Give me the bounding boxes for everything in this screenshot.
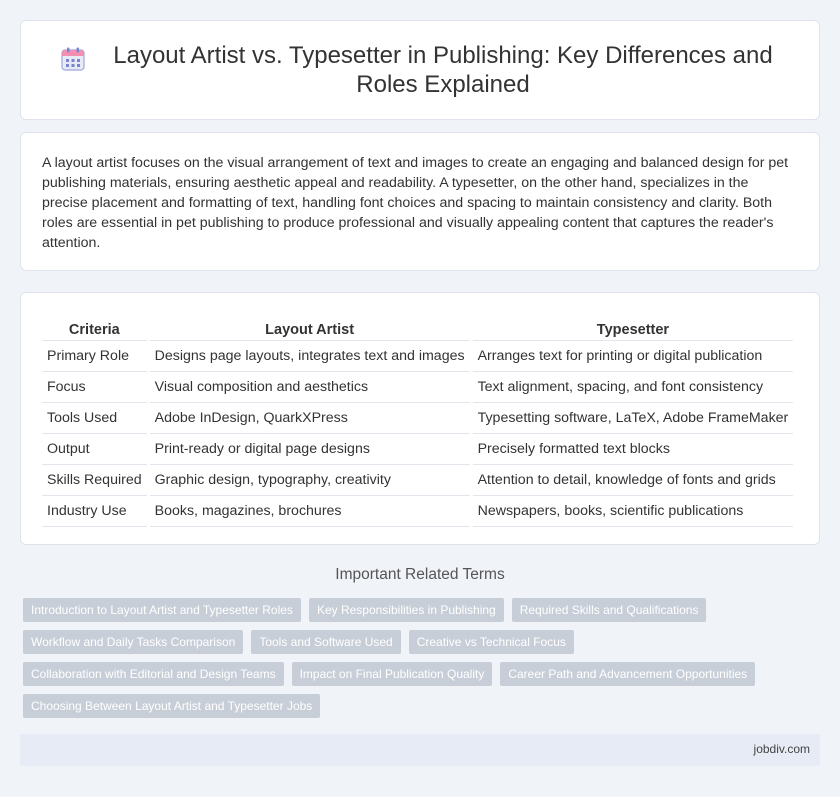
table-cell: Newspapers, books, scientific publications xyxy=(473,496,794,527)
table-cell: Visual composition and aesthetics xyxy=(150,372,470,403)
header-typesetter: Typesetter xyxy=(473,311,794,341)
table-cell: Print-ready or digital page designs xyxy=(150,434,470,465)
table-cell: Focus xyxy=(42,372,147,403)
table-cell: Arranges text for printing or digital publication xyxy=(473,341,794,372)
table-cell: Designs page layouts, integrates text and images xyxy=(150,341,470,372)
table-cell: Graphic design, typography, creativity xyxy=(150,465,470,496)
comparison-table-card xyxy=(20,292,820,545)
related-term-tag[interactable]: Introduction to Layout Artist and Typesetter Roles xyxy=(23,598,301,622)
description-text: A layout artist focuses on the visual arrangement of text and images to create an engaging and balanced design for pet publishing materials, ensuring aesthetic appeal and readability. A typesetter, on the other hand, specializes in the precise placement and formatting of text, handling font choices and spacing to maintain consistency and clarity. Both roles are essential in pet publishing to produce professional and visually appealing content that captures the reader's attention. xyxy=(42,155,789,251)
table-row xyxy=(42,465,793,496)
table-cell: Typesetting software, LaTeX, Adobe FrameMaker xyxy=(473,403,794,434)
related-term-tag[interactable]: Tools and Software Used xyxy=(251,630,400,654)
related-terms-title: Important Related Terms xyxy=(335,566,505,583)
table-cell: Attention to detail, knowledge of fonts and grids xyxy=(473,465,794,496)
table-row xyxy=(42,434,793,465)
related-terms-tags xyxy=(23,598,813,726)
related-term-tag[interactable]: Career Path and Advancement Opportunities xyxy=(500,662,755,686)
calendar-icon xyxy=(60,46,86,72)
header-layout-artist: Layout Artist xyxy=(150,311,470,341)
table-cell: Tools Used xyxy=(42,403,147,434)
table-cell: Adobe InDesign, QuarkXPress xyxy=(150,403,470,434)
table-cell: Text alignment, spacing, and font consistency xyxy=(473,372,794,403)
table-row xyxy=(42,403,793,434)
footer xyxy=(20,734,820,766)
related-term-tag[interactable]: Impact on Final Publication Quality xyxy=(292,662,493,686)
table-header-row xyxy=(42,311,793,341)
related-term-tag[interactable]: Workflow and Daily Tasks Comparison xyxy=(23,630,243,654)
table-cell: Output xyxy=(42,434,147,465)
related-term-tag[interactable]: Required Skills and Qualifications xyxy=(512,598,707,622)
related-term-tag[interactable]: Choosing Between Layout Artist and Typesetter Jobs xyxy=(23,694,320,718)
table-cell: Skills Required xyxy=(42,465,147,496)
related-term-tag[interactable]: Key Responsibilities in Publishing xyxy=(309,598,504,622)
table-cell: Industry Use xyxy=(42,496,147,527)
table-row xyxy=(42,496,793,527)
header-criteria: Criteria xyxy=(42,311,147,341)
title-card xyxy=(20,20,820,120)
title-wrap xyxy=(60,41,780,99)
table-cell: Primary Role xyxy=(42,341,147,372)
footer-site-link[interactable]: jobdiv.com xyxy=(753,742,810,756)
related-term-tag[interactable]: Collaboration with Editorial and Design Teams xyxy=(23,662,284,686)
page-title: Layout Artist vs. Typesetter in Publishing: Key Differences and Roles Explained xyxy=(113,42,773,98)
table-row xyxy=(42,341,793,372)
related-term-tag[interactable]: Creative vs Technical Focus xyxy=(409,630,574,654)
comparison-table xyxy=(39,311,796,527)
table-cell: Precisely formatted text blocks xyxy=(473,434,794,465)
table-cell: Books, magazines, brochures xyxy=(150,496,470,527)
description-card xyxy=(20,132,820,271)
table-row xyxy=(42,372,793,403)
